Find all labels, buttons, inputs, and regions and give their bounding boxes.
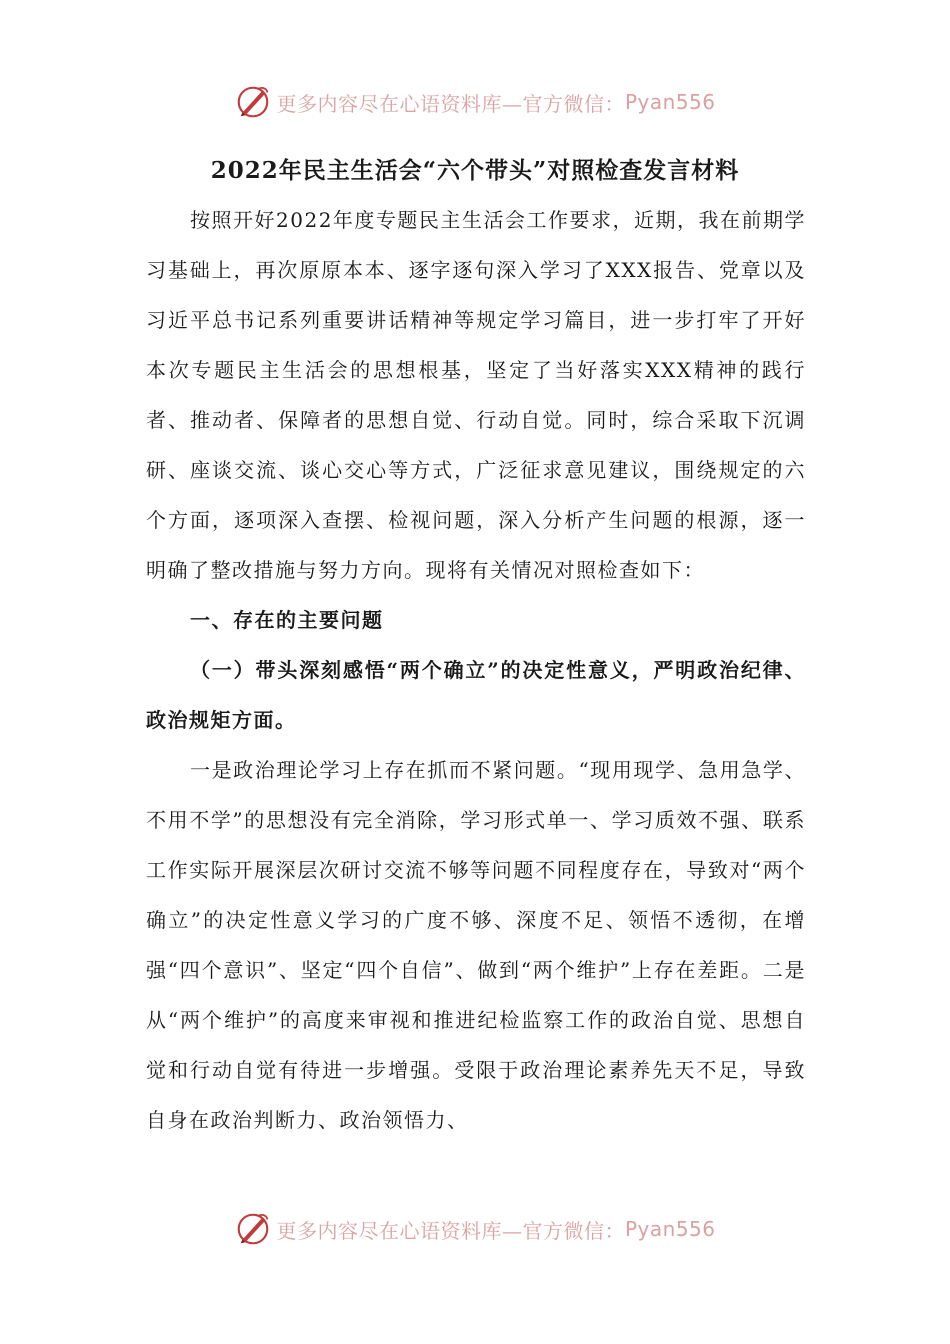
pen-nib-logo-icon (234, 83, 272, 121)
body-paragraph: 一是政治理论学习上存在抓而不紧问题。“现用现学、急用急学、不用不学”的思想没有完全消除，学习形式单一、学习质效不强、联系工作实际开展深层次研讨交流不够等问题不同程度存在，导致对“两个确立”的决定性意义学习的广度不够、深度不足、领悟不透彻，在增强“四个意识”、坚定“四个自信”、做到“两个维护”上存在差距。二是从“两个维护”的高度来审视和推进纪检监察工作的政治自觉、思想自觉和行动自觉有待进一步增强。受限于政治理论素养先天不足，导致自身在政治判断力、政治领悟力、 (146, 758, 806, 1132)
document-title: 2022年民主生活会“六个带头”对照检查发言材料 (210, 157, 740, 184)
watermark-wechat-id: Pyan556 (624, 1217, 716, 1241)
watermark-text: 更多内容尽在心语资料库—官方微信： (276, 91, 625, 116)
watermark-wechat-id: Pyan556 (624, 90, 716, 114)
watermark-text: 更多内容尽在心语资料库—官方微信： (276, 1218, 625, 1243)
pen-nib-logo-icon (234, 1210, 272, 1248)
watermark-header (0, 80, 950, 124)
document-body (146, 195, 806, 1145)
intro-paragraph: 按照开好2022年度专题民主生活会工作要求，近期，我在前期学习基础上，再次原原本本、逐字逐句深入学习了XXX报告、党章以及习近平总书记系列重要讲话精神等规定学习篇目，进一步打牢了开好本次专题民主生活会的思想根基，坚定了当好落实XXX精神的践行者、推动者、保障者的思想自觉、行动自觉。同时，综合采取下沉调研、座谈交流、谈心交心等方式，广泛征求意见建议，围绕规定的六个方面，逐项深入查摆、检视问题，深入分析产生问题的根源，逐一明确了整改措施与努力方向。现将有关情况对照检查如下： (146, 208, 806, 582)
watermark-footer (0, 1207, 950, 1251)
section-heading: 一、存在的主要问题 (190, 608, 384, 632)
subsection-heading: （一）带头深刻感悟“两个确立”的决定性意义，严明政治纪律、政治规矩方面。 (146, 658, 806, 732)
